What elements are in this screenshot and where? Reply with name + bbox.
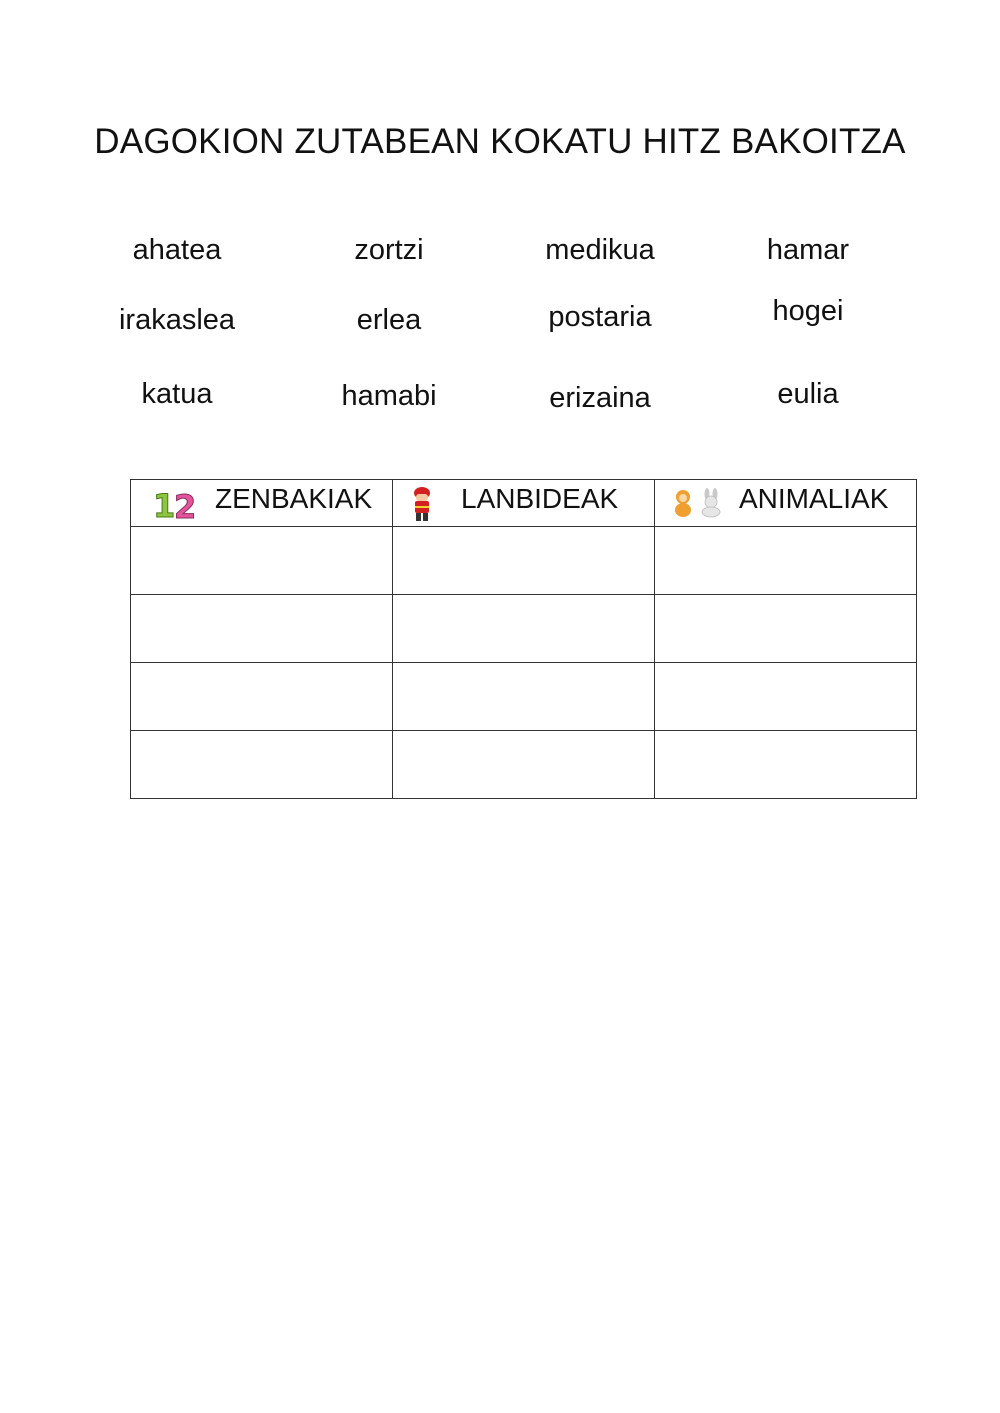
drop-cell-zenbakiak[interactable] (131, 595, 393, 663)
svg-text:1: 1 (153, 487, 176, 521)
table-row (131, 595, 917, 663)
table-header-row (131, 480, 917, 527)
word-bank-item[interactable]: postaria (548, 301, 652, 333)
drop-cell-animaliak[interactable] (655, 595, 917, 663)
drop-cell-lanbideak[interactable] (393, 731, 655, 799)
word-bank-item[interactable]: erlea (356, 304, 422, 336)
svg-text:2: 2 (174, 488, 197, 521)
word-bank-item[interactable]: eulia (777, 378, 839, 410)
monkey-rabbit-icon (673, 488, 727, 525)
header-animaliak (655, 480, 917, 527)
table-row (131, 663, 917, 731)
drop-cell-zenbakiak[interactable] (131, 663, 393, 731)
table-row (131, 731, 917, 799)
word-bank-item[interactable]: ahatea (132, 234, 222, 266)
header-label: LANBIDEAK (461, 483, 619, 514)
word-bank-item[interactable]: hamar (766, 234, 850, 266)
word-bank-item[interactable]: irakaslea (118, 304, 236, 336)
drop-cell-lanbideak[interactable] (393, 663, 655, 731)
word-bank-item[interactable]: medikua (545, 234, 655, 266)
word-bank-item[interactable]: hogei (772, 295, 844, 327)
drop-cell-animaliak[interactable] (655, 663, 917, 731)
worksheet-title: DAGOKION ZUTABEAN KOKATU HITZ BAKOITZA (94, 122, 906, 161)
drop-cell-animaliak[interactable] (655, 527, 917, 595)
drop-cell-lanbideak[interactable] (393, 595, 655, 663)
word-bank-item[interactable]: zortzi (354, 234, 424, 266)
word-bank-item[interactable]: katua (141, 378, 213, 410)
header-label: ANIMALIAK (739, 483, 889, 514)
word-bank-item[interactable]: hamabi (341, 380, 437, 412)
numbers-1-2-icon (151, 485, 201, 528)
word-bank-item[interactable]: erizaina (549, 382, 651, 414)
drop-cell-lanbideak[interactable] (393, 527, 655, 595)
drop-cell-animaliak[interactable] (655, 731, 917, 799)
drop-cell-zenbakiak[interactable] (131, 527, 393, 595)
table-row (131, 527, 917, 595)
sorting-table (130, 479, 917, 799)
firefighter-icon (409, 484, 435, 531)
header-lanbideak (393, 480, 655, 527)
header-zenbakiak (131, 480, 393, 527)
drop-cell-zenbakiak[interactable] (131, 731, 393, 799)
header-label: ZENBAKIAK (215, 483, 373, 514)
